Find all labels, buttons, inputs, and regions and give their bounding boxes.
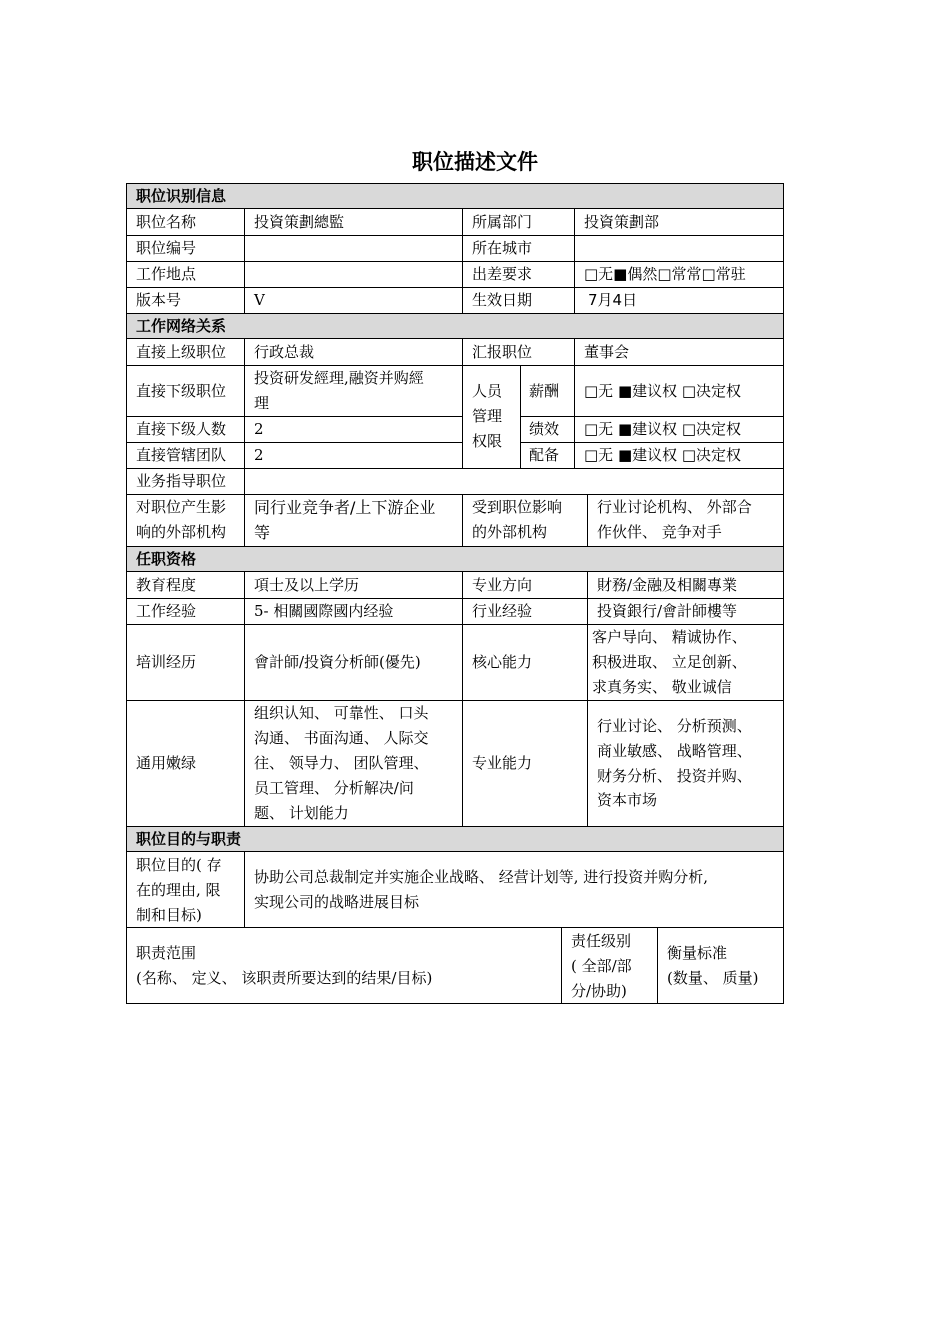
- purpose-label-cont: 制和目标): [136, 906, 202, 924]
- effective-date-value: 7月4日: [588, 291, 638, 309]
- page-title: 职位描述文件: [412, 150, 538, 174]
- col-line: [574, 339, 575, 468]
- level-label-cont: 分/协助): [571, 982, 627, 1000]
- col-line: [462, 209, 463, 313]
- col-line: [244, 339, 245, 546]
- col-line: [244, 572, 245, 826]
- guidance-label: 业务指导职位: [136, 472, 227, 490]
- col-line: [244, 852, 245, 927]
- purpose-value: 协助公司总裁制定并实施企业战略、 经营计划等, 进行投资并购分析,: [254, 868, 709, 886]
- industry-value: 投資銀行/會計師樓等: [597, 602, 738, 620]
- row-line: [126, 287, 784, 288]
- industry-label: 行业经验: [472, 602, 533, 620]
- purpose-label: 职位目的( 存: [136, 856, 222, 874]
- core-label: 核心能力: [472, 653, 533, 671]
- city-label: 所在城市: [472, 239, 533, 257]
- measure-label: 衡量标准: [667, 944, 728, 962]
- superior-label: 直接上级职位: [136, 343, 227, 361]
- section-header-identification: 职位识别信息: [126, 183, 784, 209]
- performance-value: □无 ■建议权 □决定权: [584, 420, 742, 438]
- purpose-value-cont: 实现公司的战略进展目标: [254, 893, 420, 911]
- major-value: 財務/金融及相關專業: [597, 576, 738, 594]
- sub-count-value: 2: [254, 420, 264, 438]
- department-value: 投資策劃部: [584, 213, 660, 231]
- col-line: [657, 927, 658, 1004]
- education-label: 教育程度: [136, 576, 197, 594]
- effective-date-label: 生效日期: [472, 291, 533, 309]
- section-header-network: 工作网络关系: [126, 313, 784, 339]
- performance-label: 绩效: [529, 420, 560, 438]
- subordinate-label: 直接下级职位: [136, 382, 227, 400]
- col-line: [587, 572, 588, 826]
- col-line: [520, 365, 521, 468]
- work-location-label: 工作地点: [136, 265, 197, 283]
- section-header-qualification: 任职资格: [126, 546, 784, 572]
- ext-affecting-label: 对职位产生影: [136, 498, 227, 516]
- department-label: 所属部门: [472, 213, 533, 231]
- travel-label: 出差要求: [472, 265, 533, 283]
- scope-label-cont: (名称、 定义、 该职责所要达到的结果/目标): [136, 969, 433, 987]
- authority-label: 权限: [472, 432, 503, 450]
- report-label: 汇报职位: [472, 343, 533, 361]
- superior-value: 行政总裁: [254, 343, 315, 361]
- experience-label: 工作经验: [136, 602, 197, 620]
- row-line: [126, 365, 784, 366]
- scope-label: 职责范围: [136, 944, 197, 962]
- core-value-cont: 积极进取、 立足创新、: [592, 653, 747, 671]
- general-label: 通用嫩绿: [136, 754, 197, 772]
- training-value: 會計師/投資分析師(優先): [254, 653, 421, 671]
- col-line: [561, 927, 562, 1004]
- col-line: [462, 572, 463, 826]
- ext-affected-label-cont: 的外部机构: [472, 523, 548, 541]
- ext-affected-value: 行业讨论机构、 外部合: [597, 498, 752, 516]
- allocation-value: □无 ■建议权 □决定权: [584, 446, 742, 464]
- subordinate-value-cont: 理: [254, 394, 270, 412]
- team-label: 直接管辖团队: [136, 446, 227, 464]
- row-line: [126, 927, 784, 928]
- major-label: 专业方向: [472, 576, 533, 594]
- position-name-value: 投資策劃總監: [254, 213, 345, 231]
- experience-value: 5- 相關國際國内经验: [254, 602, 394, 620]
- general-value-cont: 员工管理、 分析解决/问: [254, 779, 414, 797]
- authority-label: 人员: [472, 382, 503, 400]
- pro-value: 行业讨论、 分析预测、: [597, 717, 752, 735]
- version-label: 版本号: [136, 291, 182, 309]
- training-label: 培训经历: [136, 653, 197, 671]
- measure-label-cont: (数量、 质量): [667, 969, 759, 987]
- position-name-label: 职位名称: [136, 213, 197, 231]
- pro-value-cont: 财务分析、 投资并购、: [597, 767, 752, 785]
- level-label: 责任级别: [571, 932, 632, 950]
- education-value: 項士及以上学历: [254, 576, 360, 594]
- purpose-label-cont: 在的理由, 限: [136, 881, 221, 899]
- report-value: 董事会: [584, 343, 630, 361]
- core-value: 客户导向、 精诚协作、: [592, 628, 747, 646]
- core-value-cont: 求真务实、 敬业诚信: [592, 678, 732, 696]
- sub-count-label: 直接下级人数: [136, 420, 227, 438]
- general-value-cont: 题、 计划能力: [254, 804, 349, 822]
- travel-value: □无■偶然□常常□常驻: [584, 265, 746, 283]
- row-line: [126, 700, 784, 701]
- pro-label: 专业能力: [472, 754, 533, 772]
- general-value-cont: 沟通、 书面沟通、 人际交: [254, 729, 429, 747]
- salary-label: 薪酬: [529, 382, 560, 400]
- salary-value: □无 ■建议权 □决定权: [584, 382, 742, 400]
- row-line: [126, 235, 784, 236]
- col-line: [574, 209, 575, 313]
- col-line: [587, 494, 588, 546]
- subordinate-value: 投资研发經理,融资并购經: [254, 369, 424, 387]
- col-line: [462, 494, 463, 546]
- general-value-cont: 往、 领导力、 团队管理、: [254, 754, 429, 772]
- ext-affecting-label-cont: 响的外部机构: [136, 523, 227, 541]
- ext-affected-value-cont: 作伙伴、 竞争对手: [597, 523, 722, 541]
- general-value: 组织认知、 可靠性、 口头: [254, 704, 429, 722]
- team-value: 2: [254, 446, 264, 464]
- position-no-label: 职位编号: [136, 239, 197, 257]
- col-line: [244, 209, 245, 313]
- version-value: V: [254, 291, 265, 309]
- ext-affecting-value: 同行业竞争者/上下游企业: [254, 498, 436, 517]
- ext-affected-label: 受到职位影响: [472, 498, 563, 516]
- allocation-label: 配备: [529, 446, 560, 464]
- pro-value-cont: 商业敏感、 战略管理、: [597, 742, 752, 760]
- level-label-cont: ( 全部/部: [571, 957, 632, 975]
- pro-value-cont: 资本市场: [597, 791, 658, 809]
- authority-label: 管理: [472, 407, 503, 425]
- section-header-purpose: 职位目的与职责: [126, 826, 784, 852]
- col-line: [462, 339, 463, 468]
- ext-affecting-value-cont: 等: [254, 523, 271, 542]
